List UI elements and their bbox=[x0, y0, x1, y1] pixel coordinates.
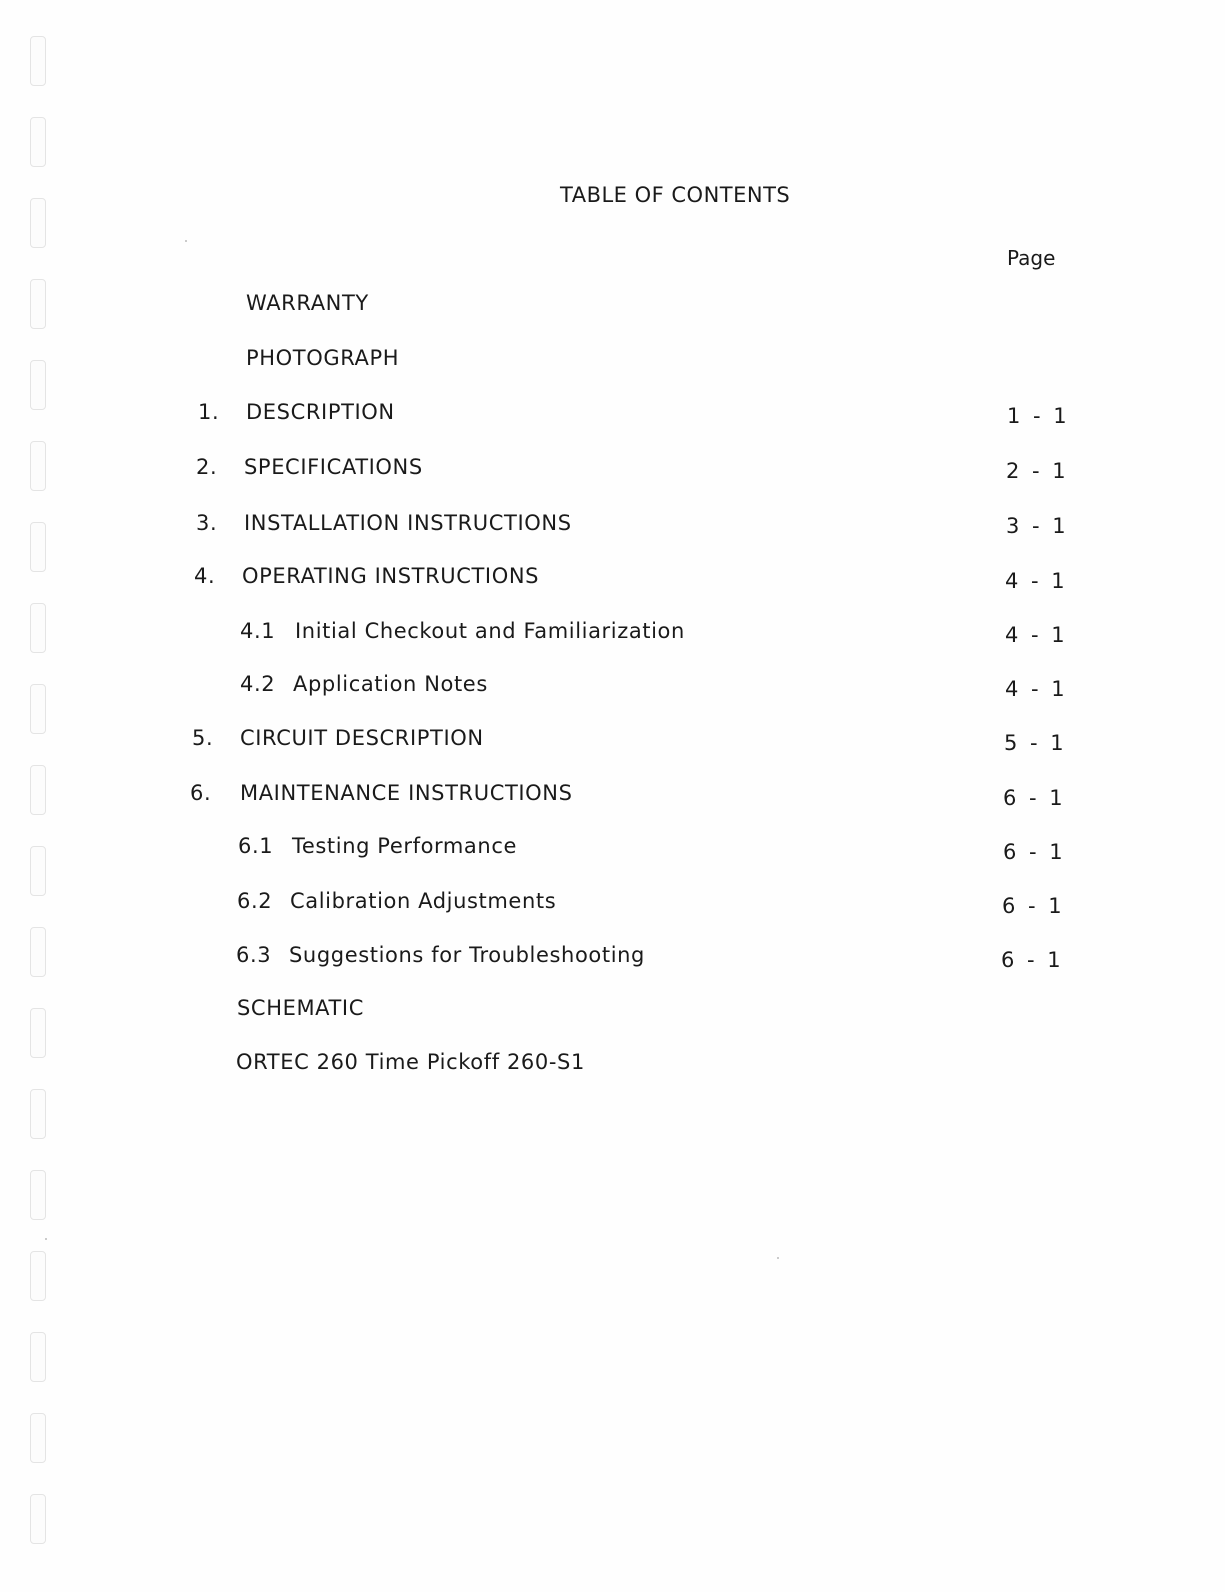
binder-hole bbox=[30, 765, 46, 815]
toc-entry-label: Testing Performance bbox=[292, 834, 517, 858]
toc-entry-number: 3. bbox=[196, 511, 218, 535]
binder-hole bbox=[30, 117, 46, 167]
toc-entry-page: 5 - 1 bbox=[1004, 731, 1067, 755]
binder-hole bbox=[30, 1170, 46, 1220]
toc-entry-page: 2 - 1 bbox=[1006, 459, 1069, 483]
toc-entry-label: INSTALLATION INSTRUCTIONS bbox=[244, 511, 572, 535]
binder-hole bbox=[30, 1251, 46, 1301]
toc-entry-number: 4.2 bbox=[240, 672, 276, 696]
scan-speck bbox=[45, 1238, 47, 1240]
toc-entry-label: DESCRIPTION bbox=[246, 400, 395, 424]
toc-entry-page: 4 - 1 bbox=[1005, 623, 1068, 647]
toc-entry-page: 6 - 1 bbox=[1002, 894, 1065, 918]
binder-hole bbox=[30, 603, 46, 653]
toc-entry-label: Application Notes bbox=[293, 672, 488, 696]
toc-entry-number: 5. bbox=[192, 726, 214, 750]
toc-entry-label: Suggestions for Troubleshooting bbox=[289, 943, 645, 967]
binder-hole bbox=[30, 1089, 46, 1139]
toc-entry-page: 4 - 1 bbox=[1005, 677, 1068, 701]
binder-hole bbox=[30, 1494, 46, 1544]
toc-entry-number: 6.1 bbox=[238, 834, 274, 858]
toc-entry-number: 6.2 bbox=[237, 889, 273, 913]
toc-entry-page: 3 - 1 bbox=[1006, 514, 1069, 538]
binder-hole bbox=[30, 198, 46, 248]
toc-entry-number: 6. bbox=[190, 781, 212, 805]
toc-entry-label: Calibration Adjustments bbox=[290, 889, 557, 913]
binder-hole bbox=[30, 522, 46, 572]
toc-entry-number: 4.1 bbox=[240, 619, 276, 643]
toc-entry-page: 4 - 1 bbox=[1005, 569, 1068, 593]
toc-entry-number: 1. bbox=[198, 400, 220, 424]
binder-hole bbox=[30, 846, 46, 896]
toc-entry-label: Initial Checkout and Familiarization bbox=[295, 619, 685, 643]
toc-entry-page: 1 - 1 bbox=[1007, 404, 1070, 428]
scan-speck bbox=[185, 240, 187, 242]
binder-hole bbox=[30, 36, 46, 86]
toc-entry-label: PHOTOGRAPH bbox=[246, 346, 400, 370]
toc-entry-page: 6 - 1 bbox=[1001, 948, 1064, 972]
binder-hole bbox=[30, 684, 46, 734]
toc-entry-number: 2. bbox=[196, 455, 218, 479]
toc-entry-number: 6.3 bbox=[236, 943, 272, 967]
toc-entry-label: MAINTENANCE INSTRUCTIONS bbox=[240, 781, 573, 805]
page-column-header: Page bbox=[1007, 246, 1056, 270]
binder-hole bbox=[30, 279, 46, 329]
toc-entry-label: SCHEMATIC bbox=[237, 996, 364, 1020]
scan-speck bbox=[777, 1257, 779, 1259]
toc-entry-label: WARRANTY bbox=[246, 291, 369, 315]
binder-hole bbox=[30, 1413, 46, 1463]
toc-entry-page: 6 - 1 bbox=[1003, 840, 1066, 864]
toc-entry-label: CIRCUIT DESCRIPTION bbox=[240, 726, 484, 750]
binder-hole bbox=[30, 1332, 46, 1382]
toc-entry-label: SPECIFICATIONS bbox=[244, 455, 423, 479]
page-title: TABLE OF CONTENTS bbox=[560, 183, 791, 207]
binder-hole bbox=[30, 360, 46, 410]
toc-entry-label: OPERATING INSTRUCTIONS bbox=[242, 564, 540, 588]
binder-hole bbox=[30, 1008, 46, 1058]
toc-entry-page: 6 - 1 bbox=[1003, 786, 1066, 810]
toc-entry-number: 4. bbox=[194, 564, 216, 588]
binder-hole bbox=[30, 927, 46, 977]
toc-entry-label: ORTEC 260 Time Pickoff 260-S1 bbox=[236, 1050, 585, 1074]
binder-hole bbox=[30, 441, 46, 491]
